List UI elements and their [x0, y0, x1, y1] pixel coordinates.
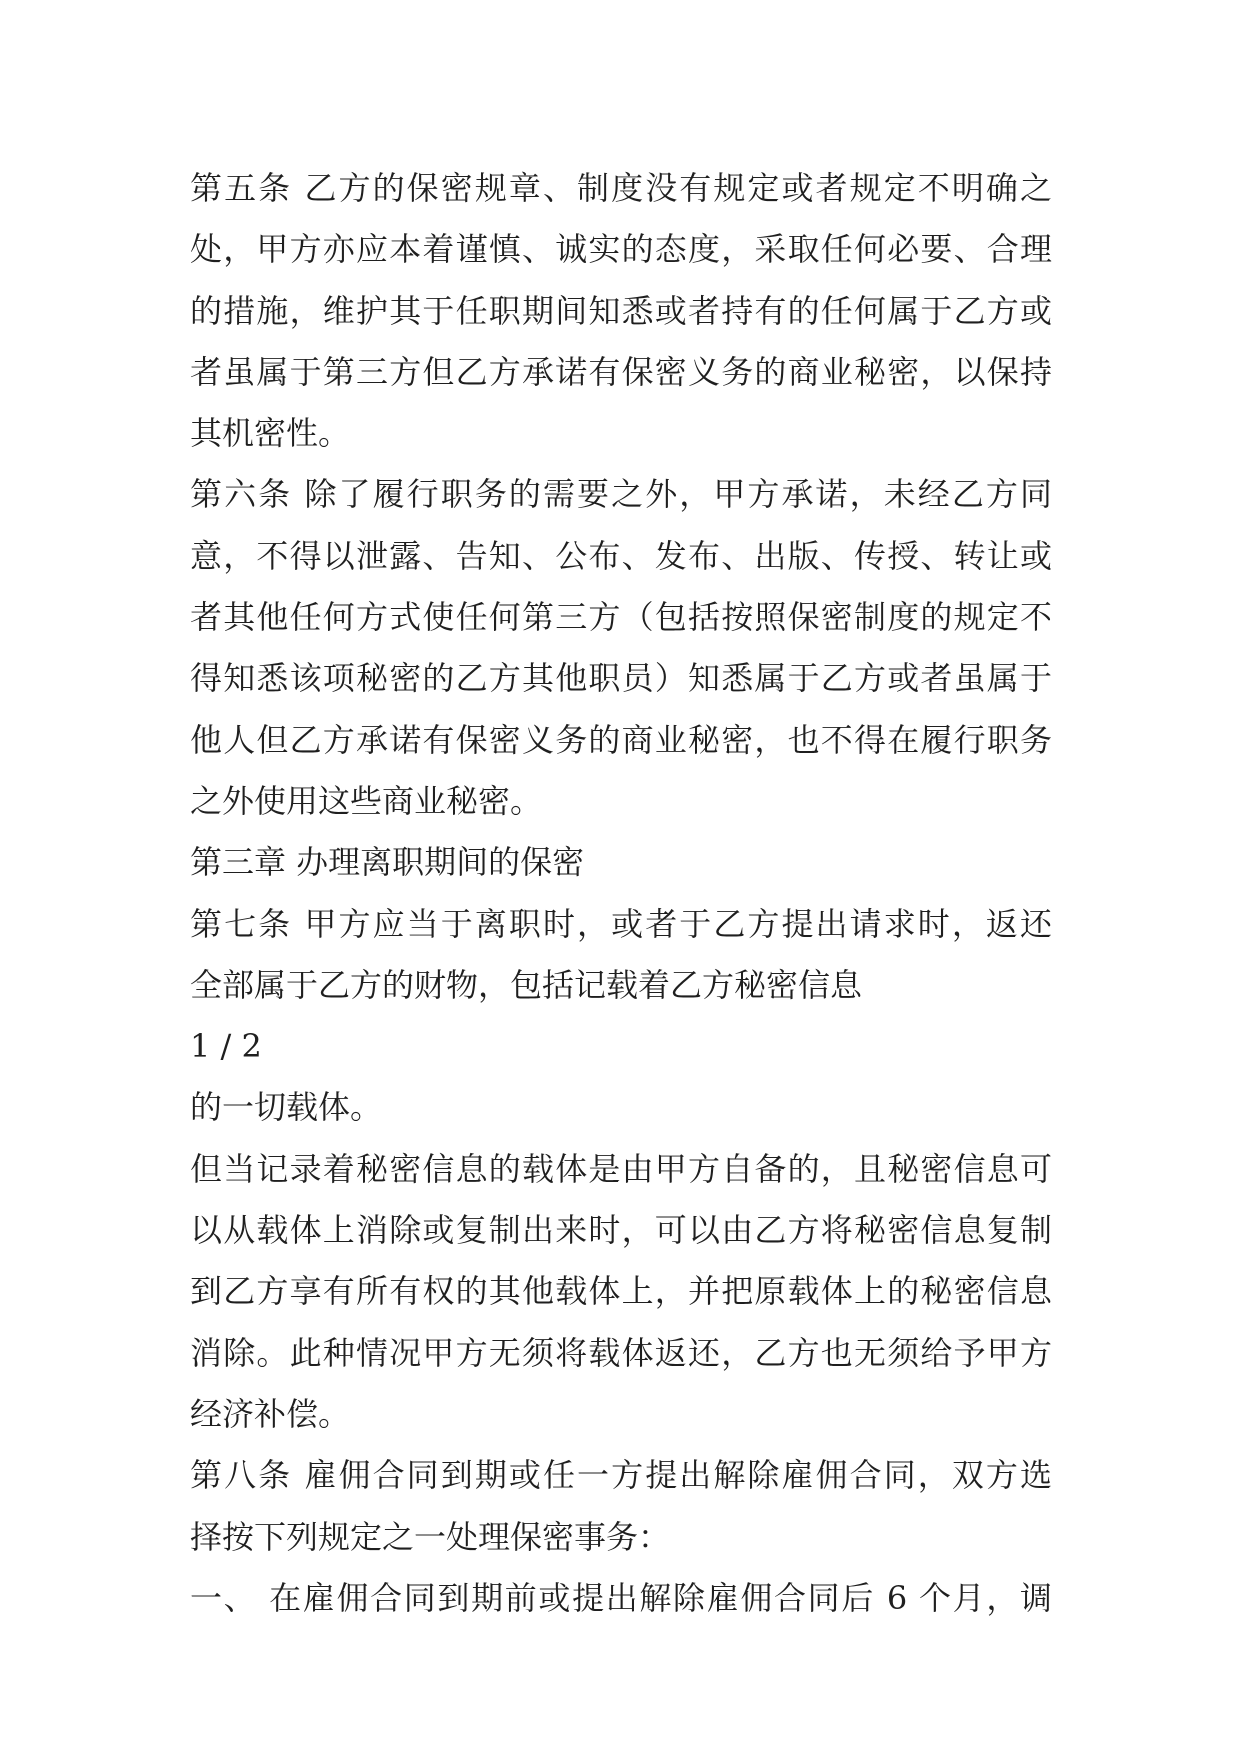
text-line: 的措施，维护其于任职期间知悉或者持有的任何属于乙方或: [190, 291, 1052, 330]
text-line: 第八条 雇佣合同到期或任一方提出解除雇佣合同，双方选: [190, 1456, 1052, 1495]
text-line: 到乙方享有所有权的其他载体上，并把原载体上的秘密信息: [190, 1272, 1052, 1311]
text-line: 的一切载体。: [190, 1088, 383, 1127]
text-line: 但当记录着秘密信息的载体是由甲方自备的，且秘密信息可: [190, 1149, 1052, 1188]
text-line: 得知悉该项秘密的乙方其他职员）知悉属于乙方或者虽属于: [190, 659, 1052, 698]
text-line: 他人但乙方承诺有保密义务的商业秘密，也不得在履行职务: [190, 720, 1052, 759]
text-line: 择按下列规定之一处理保密事务：: [190, 1517, 671, 1556]
text-line: 之外使用这些商业秘密。: [190, 781, 543, 820]
text-line: 经济补偿。: [190, 1394, 351, 1433]
text-line: 处，甲方亦应本着谨慎、诚实的态度，采取任何必要、合理: [190, 230, 1052, 269]
text-line: 第七条 甲方应当于离职时，或者于乙方提出请求时，返还: [190, 904, 1052, 943]
text-line: 以从载体上消除或复制出来时，可以由乙方将秘密信息复制: [190, 1211, 1052, 1250]
text-line: 一、 在雇佣合同到期前或提出解除雇佣合同后 6 个月，调: [190, 1578, 1052, 1617]
text-line: 全部属于乙方的财物，包括记载着乙方秘密信息: [190, 965, 863, 1004]
text-line: 消除。此种情况甲方无须将载体返还，乙方也无须给予甲方: [190, 1333, 1052, 1372]
text-line: 者虽属于第三方但乙方承诺有保密义务的商业秘密，以保持: [190, 352, 1052, 391]
page-number: 1 / 2: [190, 1027, 262, 1066]
text-line: 第六条 除了履行职务的需要之外，甲方承诺，未经乙方同: [190, 475, 1052, 514]
text-line: 其机密性。: [190, 414, 351, 453]
document-body: [190, 158, 1052, 1629]
text-line: 意，不得以泄露、告知、公布、发布、出版、传授、转让或: [190, 536, 1052, 575]
text-line: 第五条 乙方的保密规章、制度没有规定或者规定不明确之: [190, 169, 1052, 207]
chapter-heading: 第三章 办理离职期间的保密: [190, 843, 585, 882]
text-line: 者其他任何方式使任何第三方（包括按照保密制度的规定不: [190, 598, 1052, 637]
